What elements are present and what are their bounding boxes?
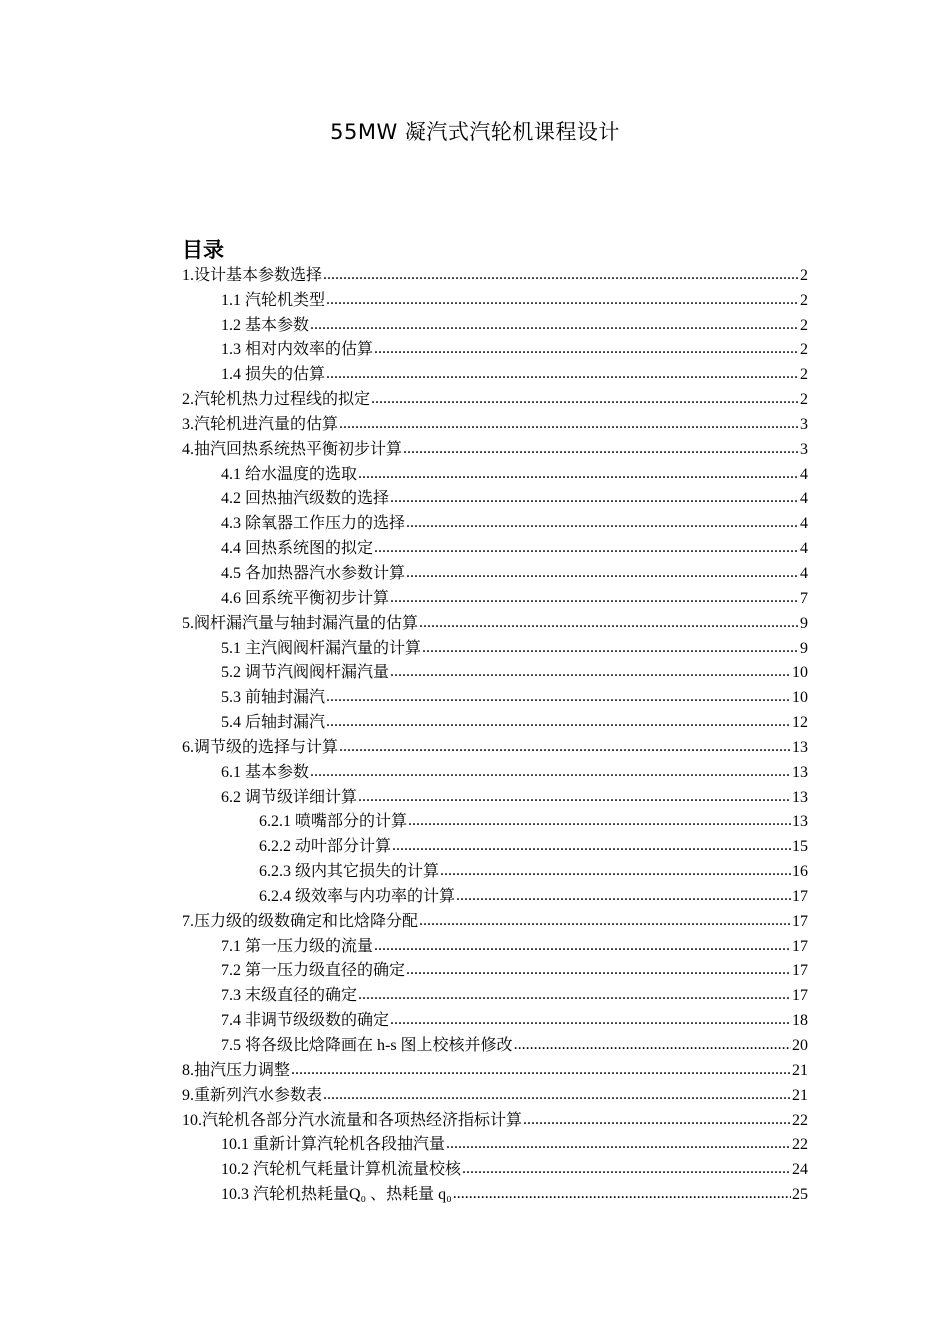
- toc-dot-leader: [371, 388, 799, 410]
- toc-entry-label: 5.1 主汽阀阀杆漏汽量的计算: [221, 639, 422, 657]
- toc-entry[interactable]: [182, 809, 808, 834]
- toc-entry-page-number: 13: [792, 788, 808, 806]
- toc-entry-label: 7.5 将各级比焓降画在 h-s 图上校核并修改: [221, 1037, 513, 1054]
- toc-entry-label: 7.3 末级直径的确定: [221, 987, 358, 1005]
- toc-dot-leader: [446, 1133, 791, 1155]
- toc-dot-leader: [422, 637, 799, 659]
- toc-entry-label: 8.抽汽压力调整: [182, 1061, 291, 1079]
- toc-entry-page-number: 9: [800, 639, 808, 657]
- toc-entry-page-number: 15: [792, 838, 808, 856]
- toc-dot-leader: [358, 786, 791, 808]
- toc-entry[interactable]: [182, 361, 808, 386]
- toc-entry[interactable]: [182, 759, 808, 784]
- toc-entry-page-number: 17: [792, 987, 808, 1005]
- toc-entry-label: 6.2.2 动叶部分计算: [259, 838, 392, 856]
- toc-dot-leader: [291, 1059, 791, 1081]
- toc-entry-label: 4.抽汽回热系统热平衡初步计算: [182, 440, 403, 458]
- document-title: 55MW 凝汽式汽轮机课程设计: [330, 120, 620, 144]
- toc-dot-leader: [310, 314, 799, 336]
- toc-dot-leader: [390, 487, 799, 509]
- toc-dot-leader: [323, 264, 799, 286]
- toc-entry[interactable]: [182, 858, 808, 883]
- toc-entry-page-number: 3: [800, 415, 808, 433]
- toc-entry-label: 4.6 回系统平衡初步计算: [221, 589, 390, 607]
- toc-entry-label: 2.汽轮机热力过程线的拟定: [182, 391, 371, 409]
- toc-entry-page-number: 13: [792, 813, 808, 831]
- toc-entry[interactable]: [182, 337, 808, 362]
- toc-entry-label: 7.2 第一压力级直径的确定: [221, 962, 406, 980]
- toc-entry[interactable]: [182, 610, 808, 635]
- toc-dot-leader: [392, 835, 791, 857]
- toc-entry-page-number: 12: [792, 714, 808, 732]
- toc-entry-page-number: 10: [792, 689, 808, 707]
- toc-entry-page-number: 24: [792, 1161, 808, 1179]
- toc-entry-label: 5.2 调节汽阀阀杆漏汽量: [221, 664, 390, 682]
- toc-dot-leader: [326, 686, 791, 708]
- toc-entry-label: 1.设计基本参数选择: [182, 266, 323, 284]
- toc-entry-page-number: 3: [800, 440, 808, 458]
- toc-entry[interactable]: [182, 386, 808, 411]
- toc-entry[interactable]: [182, 461, 808, 486]
- toc-entry-label: 7.压力级的级数确定和比焓降分配: [182, 912, 419, 930]
- toc-entry-label: 5.3 前轴封漏汽: [221, 689, 326, 707]
- toc-entry-page-number: 2: [800, 366, 808, 384]
- toc-entry-label: 4.3 除氧器工作压力的选择: [221, 515, 406, 533]
- toc-entry[interactable]: [182, 833, 808, 858]
- toc-entry-label: 4.4 回热系统图的拟定: [221, 540, 374, 558]
- toc-dot-leader: [514, 1034, 791, 1056]
- toc-dot-leader: [390, 587, 799, 609]
- toc-entry-page-number: 4: [800, 490, 808, 508]
- toc-entry[interactable]: [182, 635, 808, 660]
- toc-entry[interactable]: [182, 660, 808, 685]
- toc-entry-page-number: 7: [800, 589, 808, 607]
- toc-entry[interactable]: [182, 883, 808, 908]
- toc-entry-page-number: 22: [792, 1136, 808, 1154]
- toc-entry[interactable]: [182, 535, 808, 560]
- toc-entry[interactable]: [182, 908, 808, 933]
- toc-dot-leader: [440, 860, 791, 882]
- toc-dot-leader: [406, 959, 791, 981]
- toc-entry-label: 10.3 汽轮机热耗量Q₀ 、热耗量 q₀: [221, 1186, 452, 1204]
- toc-entry-page-number: 13: [792, 738, 808, 756]
- toc-entry-page-number: 18: [792, 1012, 808, 1030]
- toc-dot-leader: [523, 1109, 791, 1131]
- toc-entry-label: 6.1 基本参数: [221, 763, 310, 781]
- toc-entry[interactable]: [182, 784, 808, 809]
- toc-entry[interactable]: [182, 933, 808, 958]
- toc-entry[interactable]: [182, 709, 808, 734]
- toc-entry-label: 10.2 汽轮机气耗量计算机流量校核: [221, 1161, 462, 1179]
- toc-entry-label: 9.重新列汽水参数表: [182, 1086, 323, 1104]
- toc-entry-label: 1.2 基本参数: [221, 316, 310, 334]
- toc-dot-leader: [339, 413, 799, 435]
- toc-entry-page-number: 10: [792, 664, 808, 682]
- toc-entry-label: 6.2.3 级内其它损失的计算: [259, 863, 440, 881]
- toc-entry-label: 10.1 重新计算汽轮机各段抽汽量: [221, 1136, 446, 1154]
- toc-entry-label: 1.1 汽轮机类型: [221, 291, 326, 309]
- toc-entry-label: 6.调节级的选择与计算: [182, 738, 339, 756]
- toc-entry-page-number: 13: [792, 763, 808, 781]
- toc-dot-leader: [326, 289, 799, 311]
- toc-entry[interactable]: [182, 684, 808, 709]
- toc-dot-leader: [374, 935, 791, 957]
- toc-dot-leader: [358, 463, 799, 485]
- toc-entry-label: 10.汽轮机各部分汽水流量和各项热经济指标计算: [182, 1111, 523, 1129]
- toc-entry[interactable]: [182, 1057, 808, 1082]
- toc-entry-label: 5.阀杆漏汽量与轴封漏汽量的估算: [182, 614, 419, 632]
- toc-entry[interactable]: [182, 1132, 808, 1157]
- toc-entry[interactable]: [182, 560, 808, 585]
- toc-entry-page-number: 17: [792, 962, 808, 980]
- toc-dot-leader: [326, 711, 791, 733]
- toc-dot-leader: [456, 885, 791, 907]
- toc-entry-label: 4.2 回热抽汽级数的选择: [221, 490, 390, 508]
- toc-entry-label: 6.2.4 级效率与内功率的计算: [259, 887, 456, 905]
- toc-entry[interactable]: [182, 1181, 808, 1206]
- toc-entry[interactable]: [182, 287, 808, 312]
- toc-entry[interactable]: [182, 436, 808, 461]
- toc-dot-leader: [310, 761, 791, 783]
- toc-dot-leader: [390, 1009, 791, 1031]
- toc-dot-leader: [462, 1158, 791, 1180]
- toc-entry[interactable]: [182, 510, 808, 535]
- toc-entry-label: 4.5 各加热器汽水参数计算: [221, 564, 406, 582]
- toc-dot-leader: [358, 984, 791, 1006]
- toc-entry[interactable]: [182, 312, 808, 337]
- toc-entry-label: 1.4 损失的估算: [221, 366, 326, 384]
- toc-entry-page-number: 2: [800, 341, 808, 359]
- table-of-contents: [182, 262, 808, 1206]
- toc-entry[interactable]: [182, 1156, 808, 1181]
- toc-entry[interactable]: [182, 982, 808, 1007]
- toc-entry-page-number: 2: [800, 266, 808, 284]
- toc-entry-label: 6.2 调节级详细计算: [221, 788, 358, 806]
- toc-dot-leader: [408, 810, 791, 832]
- toc-entry[interactable]: [182, 486, 808, 511]
- toc-dot-leader: [419, 910, 791, 932]
- toc-entry[interactable]: [182, 1107, 808, 1132]
- toc-dot-leader: [403, 438, 799, 460]
- toc-dot-leader: [374, 537, 799, 559]
- toc-entry-page-number: 17: [792, 937, 808, 955]
- toc-dot-leader: [390, 661, 791, 683]
- toc-entry-page-number: 2: [800, 391, 808, 409]
- toc-entry-page-number: 4: [800, 515, 808, 533]
- toc-dot-leader: [374, 338, 799, 360]
- toc-entry-label: 5.4 后轴封漏汽: [221, 714, 326, 732]
- toc-heading: 目录: [182, 238, 224, 262]
- toc-entry-page-number: 2: [800, 316, 808, 334]
- toc-entry[interactable]: [182, 1082, 808, 1107]
- toc-entry-page-number: 17: [792, 887, 808, 905]
- toc-entry-page-number: 21: [792, 1086, 808, 1104]
- toc-entry[interactable]: [182, 585, 808, 610]
- toc-entry-page-number: 25: [792, 1186, 808, 1204]
- toc-entry[interactable]: [182, 734, 808, 759]
- toc-entry-label: 1.3 相对内效率的估算: [221, 341, 374, 359]
- toc-dot-leader: [406, 512, 799, 534]
- toc-entry-page-number: 22: [792, 1111, 808, 1129]
- toc-dot-leader: [419, 612, 799, 634]
- toc-dot-leader: [323, 1084, 791, 1106]
- toc-entry-label: 7.4 非调节级级数的确定: [221, 1012, 390, 1030]
- toc-dot-leader: [406, 562, 799, 584]
- toc-dot-leader: [453, 1183, 791, 1205]
- toc-entry-label: 7.1 第一压力级的流量: [221, 937, 374, 955]
- toc-entry[interactable]: [182, 411, 808, 436]
- toc-entry[interactable]: [182, 1007, 808, 1032]
- toc-entry-page-number: 20: [792, 1037, 808, 1054]
- toc-entry[interactable]: [182, 262, 808, 287]
- toc-dot-leader: [339, 736, 791, 758]
- toc-entry-page-number: 2: [800, 291, 808, 309]
- toc-entry[interactable]: [182, 1032, 808, 1057]
- toc-dot-leader: [326, 363, 799, 385]
- toc-entry-label: 3.汽轮机进汽量的估算: [182, 415, 339, 433]
- toc-entry-page-number: 21: [792, 1061, 808, 1079]
- toc-entry-page-number: 4: [800, 465, 808, 483]
- toc-entry-page-number: 16: [792, 863, 808, 881]
- toc-entry-page-number: 9: [800, 614, 808, 632]
- toc-entry-page-number: 4: [800, 564, 808, 582]
- toc-entry[interactable]: [182, 958, 808, 983]
- toc-entry-label: 6.2.1 喷嘴部分的计算: [259, 813, 408, 831]
- toc-entry-page-number: 17: [792, 912, 808, 930]
- toc-entry-page-number: 4: [800, 540, 808, 558]
- toc-entry-label: 4.1 给水温度的选取: [221, 465, 358, 483]
